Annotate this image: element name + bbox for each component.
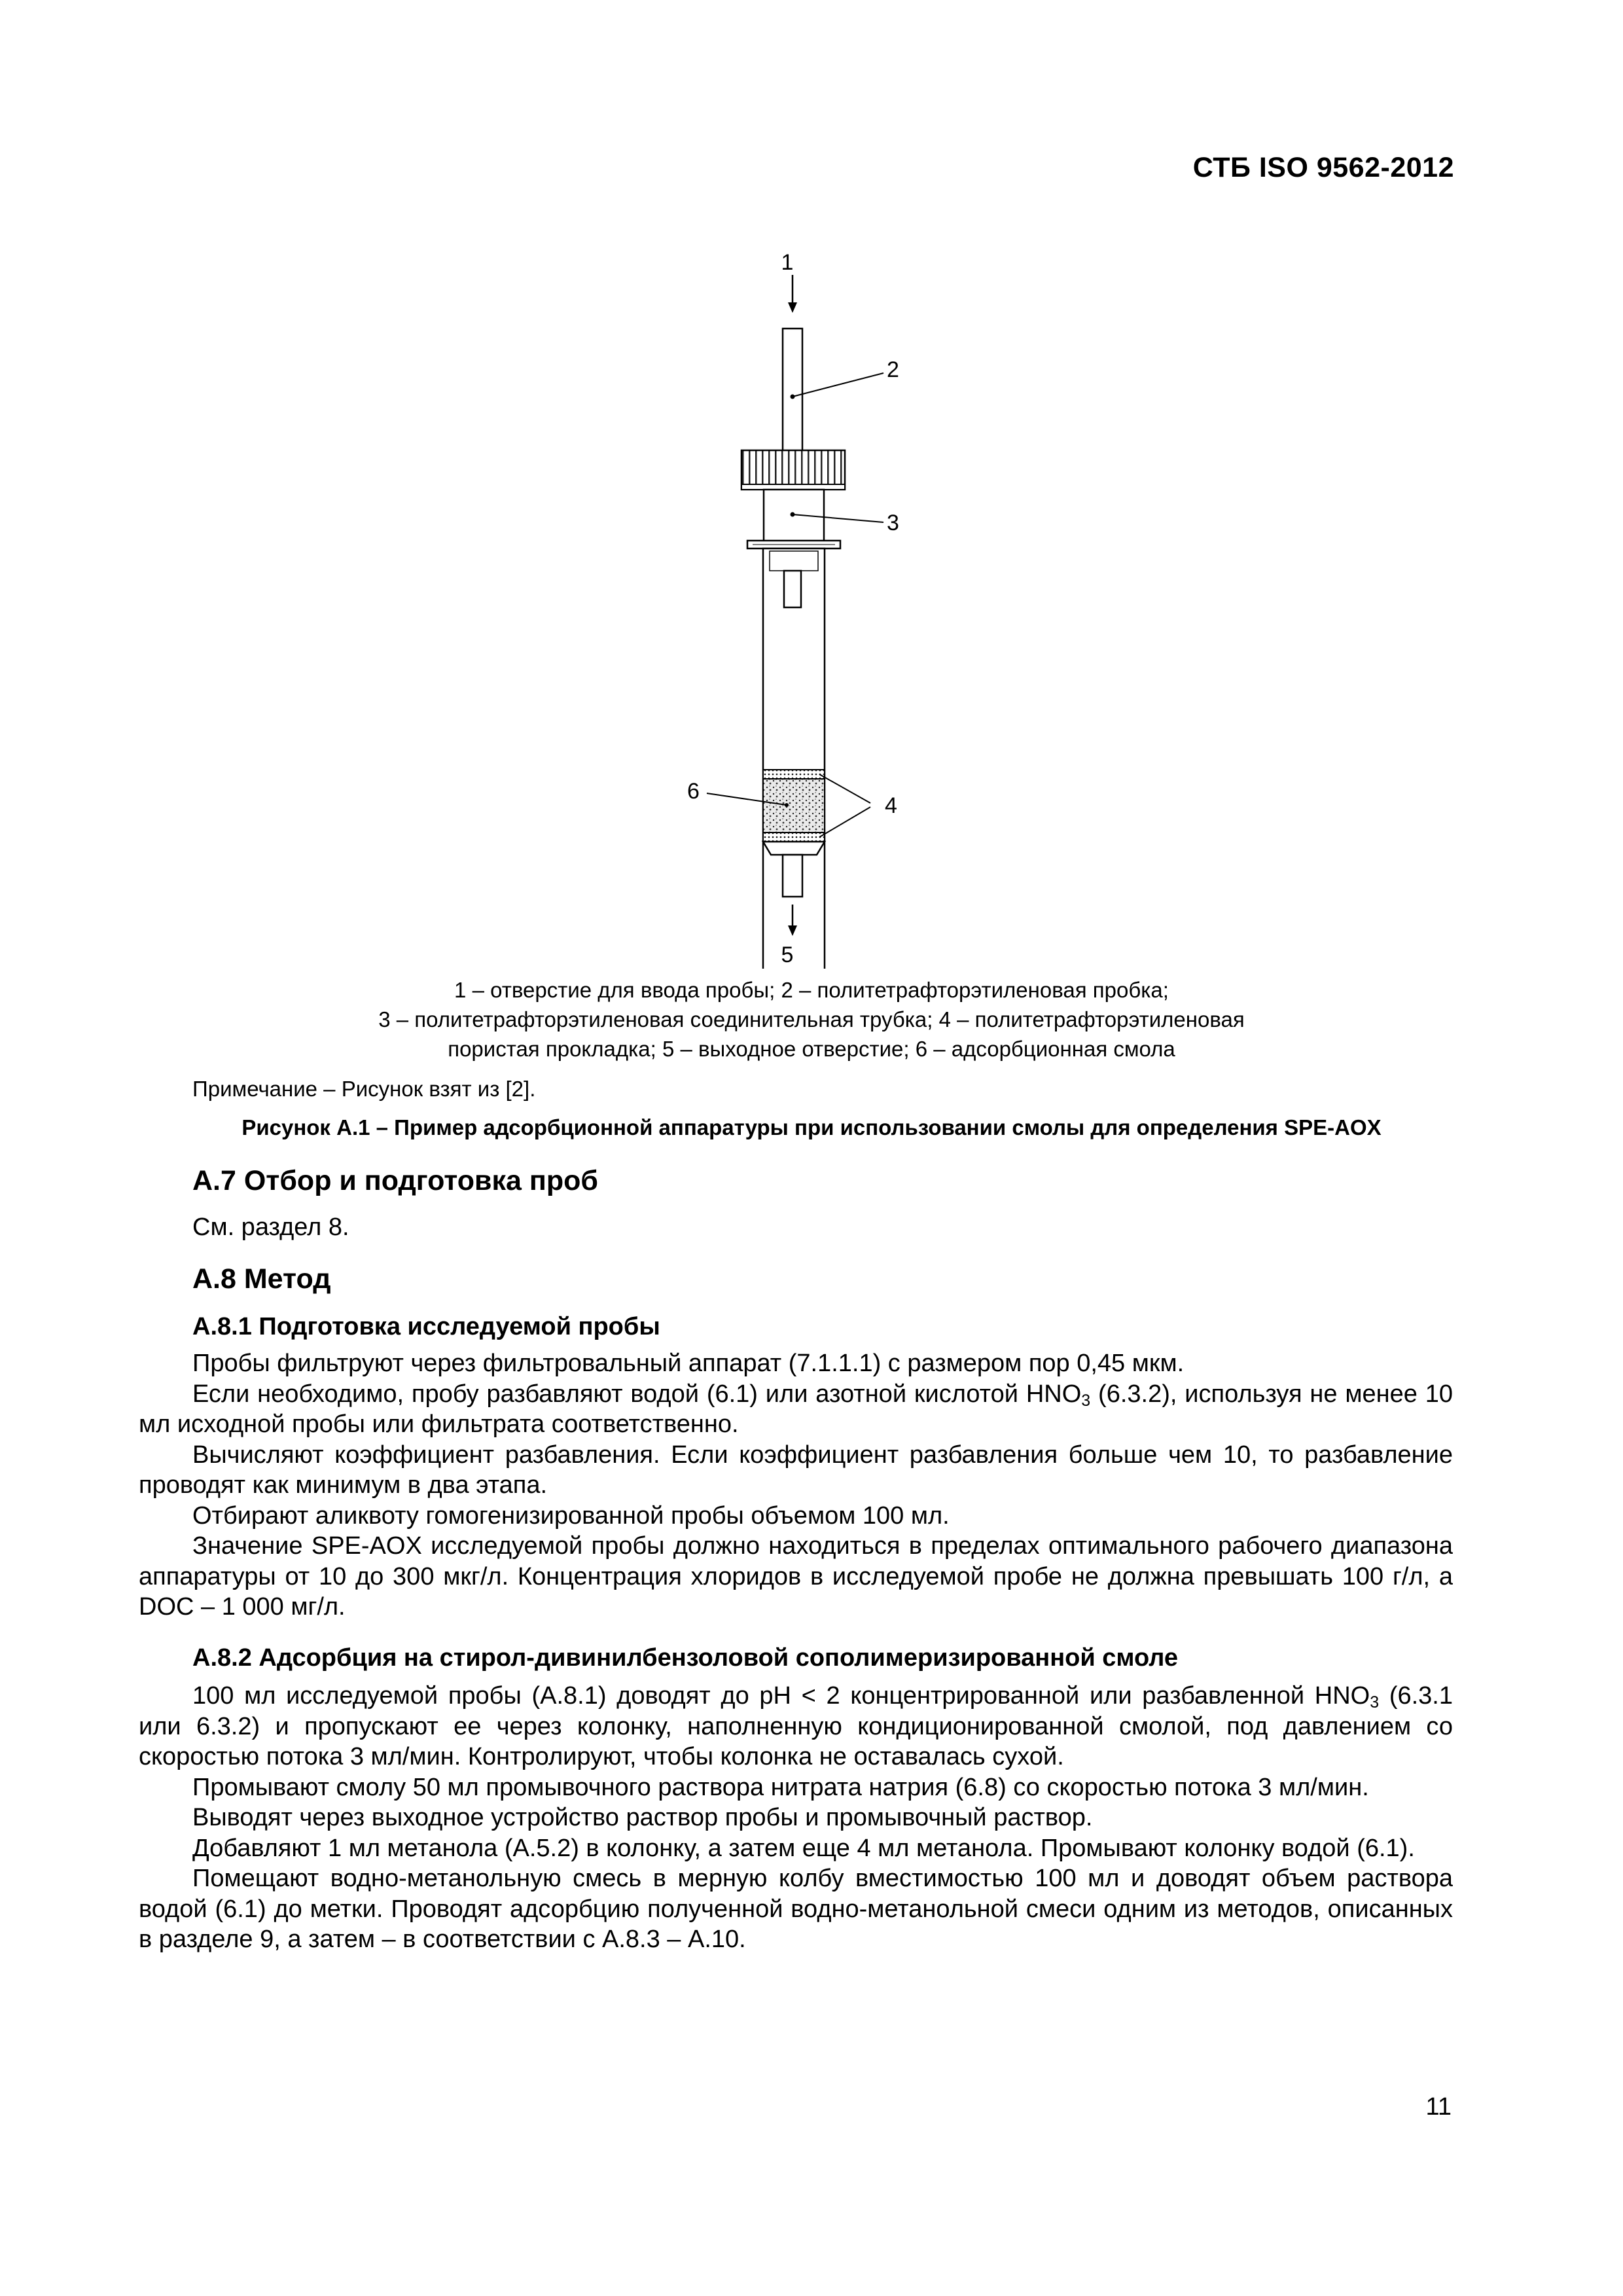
section-a81-body — [139, 1348, 1453, 1623]
subscript: 3 — [1081, 1391, 1091, 1410]
legend-line: 1 – отверстие для ввода пробы; 2 – политетрафторэтиленовая пробка; — [454, 978, 1169, 1002]
adsorption-apparatus-figure — [641, 242, 942, 969]
paragraph: Помещают водно-метанольную смесь в мерную колбу вместимостью 100 мл и доводят объем раствора водой (6.1) до метки. Проводят адсорбцию полученной водно-метанольной смеси одним из методов, описанных в разделе 9, а затем – в соответствии с А.8.3 – А.10. — [139, 1865, 1453, 1953]
section-a82-body — [139, 1681, 1453, 1955]
paragraph: Вычисляют коэффициент разбавления. Если коэффициент разбавления больше чем 10, то разбавление проводят как минимум в два этапа. — [139, 1441, 1453, 1499]
text-run: (6.3.2), используя не менее 10 мл исходной пробы или фильтрата соответственно. — [139, 1380, 1453, 1438]
section-heading-a81: А.8.1 Подготовка исследуемой пробы — [192, 1313, 660, 1340]
page-number: 11 — [1425, 2093, 1452, 2121]
subscript: 3 — [1370, 1693, 1380, 1712]
paragraph: Отбирают аликвоту гомогенизированной пробы объемом 100 мл. — [192, 1501, 950, 1530]
paragraph: См. раздел 8. — [192, 1213, 349, 1241]
callout-5: 5 — [781, 942, 794, 967]
section-a7-text — [139, 1212, 1453, 1243]
callout-1: 1 — [781, 250, 794, 275]
callout-4: 4 — [885, 793, 897, 818]
section-heading-a7: А.7 Отбор и подготовка проб — [192, 1165, 598, 1196]
paragraph: Выводят через выходное устройство раствор пробы и промывочный раствор. — [192, 1804, 1093, 1831]
figure-caption: Рисунок А.1 – Пример адсорбционной аппаратуры при использовании смолы для определения SPE-AOX — [241, 1115, 1382, 1139]
legend-line: 3 – политетрафторэтиленовая соединительная трубка; 4 – политетрафторэтиленовая — [378, 1007, 1245, 1031]
paragraph: Значение SPE-AOX исследуемой пробы должно находиться в пределах оптимального рабочего диапазона аппаратуры от 10 до 300 мкг/л. Концентрация хлоридов в исследуемой пробе не должна превышать 100 г/л, а DOC – 1 000 мг/л. — [139, 1532, 1453, 1621]
paragraph — [139, 1379, 1453, 1440]
figure-legend — [144, 975, 1479, 1064]
document-id-header: СТБ ISO 9562-2012 — [1192, 152, 1454, 183]
legend-line: пористая прокладка; 5 – выходное отверстие; 6 – адсорбционная смола — [448, 1037, 1175, 1061]
callout-2: 2 — [887, 357, 899, 382]
text-run: (6.3.1 или 6.3.2) и пропускают ее через колонку, наполненную кондиционированной смолой, под давлением со скоростью потока 3 мл/мин. Контролируют, чтобы колонка не оставалась сухой. — [139, 1682, 1453, 1770]
callout-3: 3 — [887, 511, 899, 535]
apparatus-diagram — [641, 242, 942, 969]
text-run: Если необходимо, пробу разбавляют водой (6.1) или азотной кислотой HNO — [192, 1380, 1082, 1408]
paragraph — [139, 1681, 1453, 1772]
paragraph: Добавляют 1 мл метанола (А.5.2) в колонку, а затем еще 4 мл метанола. Промывают колонку водой (6.1). — [192, 1834, 1415, 1862]
text-run: 100 мл исследуемой пробы (А.8.1) доводят до pH < 2 концентрированной или разбавленной HNO — [192, 1682, 1370, 1710]
figure-note: Примечание – Рисунок взят из [2]. — [192, 1077, 536, 1101]
paragraph: Пробы фильтруют через фильтровальный аппарат (7.1.1.1) с размером пор 0,45 мкм. — [192, 1350, 1185, 1377]
section-heading-a82: А.8.2 Адсорбция на стирол-дивинилбензоловой сополимеризированной смоле — [192, 1644, 1179, 1672]
section-heading-a8: А.8 Метод — [192, 1263, 331, 1295]
callout-6: 6 — [687, 779, 700, 804]
paragraph: Промывают смолу 50 мл промывочного раствора нитрата натрия (6.8) со скоростью потока 3 мл/мин. — [192, 1773, 1369, 1801]
